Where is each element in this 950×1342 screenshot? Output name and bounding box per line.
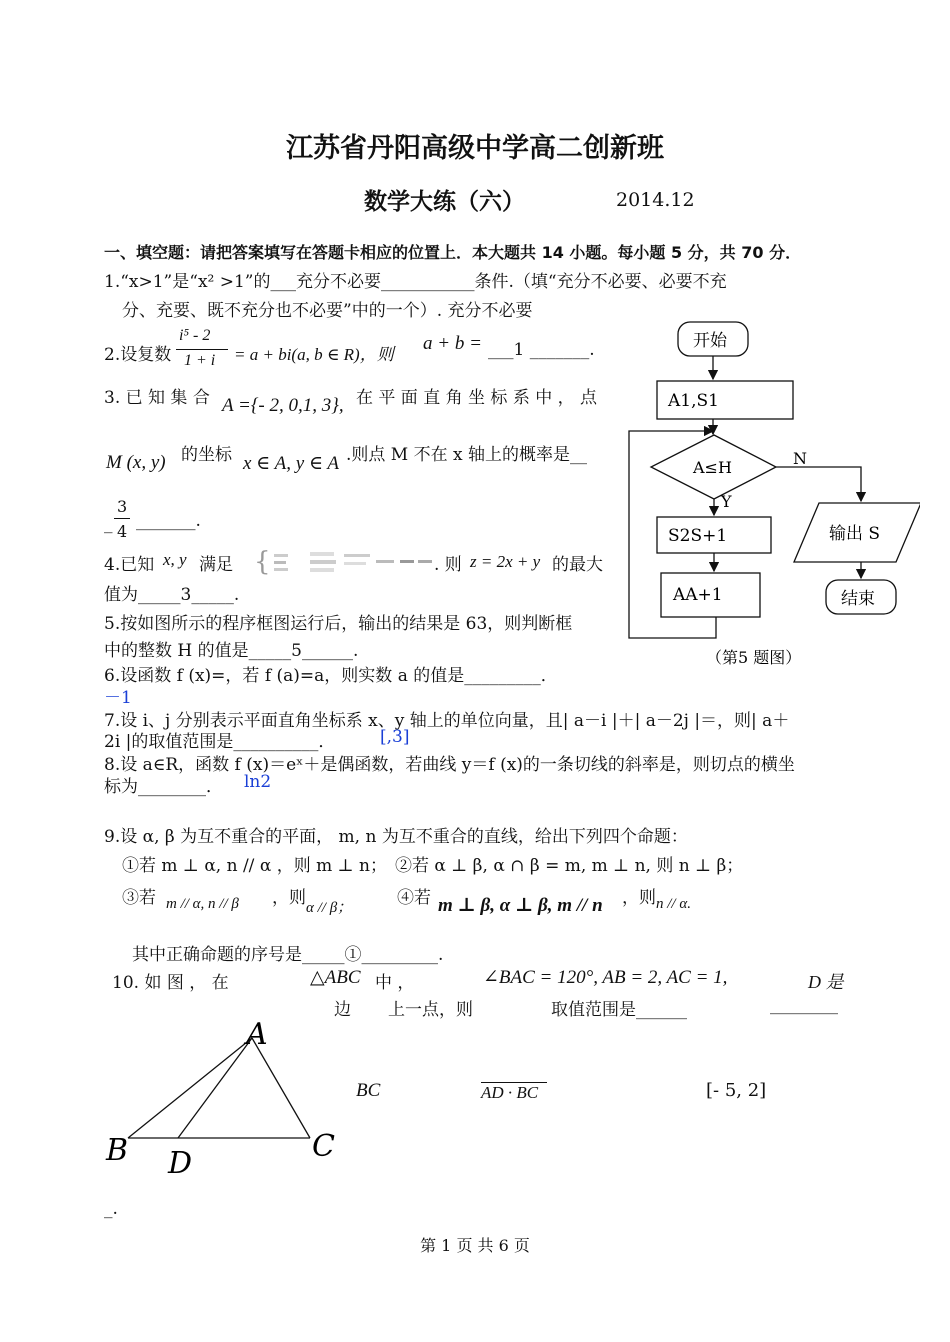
- q9-line1: 9.设 α, β 为互不重合的平面， m, n 为互不重合的直线，给出下列四个命题：: [104, 827, 688, 847]
- q9-prop3-hypothesis: m // α, n // β: [166, 896, 239, 912]
- q2-expr: = a + bi(a, b ∈ R)，则: [234, 345, 394, 364]
- flow-caption: （第5 题图）: [706, 648, 802, 667]
- q5-line2: 中的整数 H 的值是_____5______.: [104, 641, 359, 661]
- q4-line1c: . 则: [434, 555, 462, 575]
- q10-line1a: 10. 如 图 ， 在: [112, 973, 229, 993]
- q5-line1: 5.按如图所示的程序框图运行后，输出的结果是 63，则判断框: [104, 614, 573, 634]
- q2-answer: ___1 _______.: [488, 340, 595, 360]
- side-ac: [252, 1038, 310, 1138]
- flow-output-label: 输出 S: [829, 524, 881, 544]
- flow-step1-label: S2S+1: [668, 526, 728, 546]
- q2-numerator: i⁵ - 2: [179, 327, 211, 344]
- flowchart: [620, 315, 920, 675]
- q1-line2: 分、充要、既不充分也不必要”中的一个）. 充分不必要: [122, 301, 533, 321]
- q9-prop4-hypothesis: m ⊥ β, α ⊥ β, m // n: [438, 895, 603, 916]
- q10-condition: ∠BAC = 120°, AB = 2, AC = 1,: [483, 967, 728, 988]
- page-number: 第 1 页 共 6 页: [420, 1236, 530, 1255]
- q3-point: M (x, y): [106, 452, 166, 473]
- q9-prop4-conclusion: n // α.: [656, 896, 691, 912]
- q10-line1c: D 是: [808, 972, 844, 992]
- vertex-label-b: B: [106, 1133, 129, 1168]
- flow-init-label: A1,S1: [668, 391, 719, 411]
- flow-yes-label: Y: [721, 492, 732, 511]
- flow-no-arrow: [776, 467, 861, 501]
- q3-coord-label: 的坐标: [181, 445, 232, 465]
- vertex-label-a: A: [246, 1017, 268, 1052]
- q9-prop3-conclusion: α // β；: [306, 900, 353, 916]
- date: 2014.12: [616, 189, 695, 211]
- q4-vars: x, y: [163, 550, 187, 569]
- q10-vector-product: AD · BC: [481, 1083, 539, 1102]
- q3-ans-suffix: _______.: [136, 511, 201, 531]
- point-label-d: D: [168, 1146, 193, 1181]
- q9-prop3-then: ，则: [272, 888, 306, 908]
- q3-set: A ={- 2, 0,1, 3},: [222, 395, 344, 416]
- q6-answer: －1: [104, 688, 132, 708]
- q3-fraction-bar: [114, 518, 130, 519]
- q2-fraction-bar: [176, 349, 228, 350]
- q8-answer: ln2: [244, 772, 272, 792]
- q9-prop1: ①若 m ⊥ α, n // α ，则 m ⊥ n；: [122, 856, 387, 876]
- flow-start-label: 开始: [693, 331, 727, 351]
- q8-line2: 标为________．: [104, 777, 223, 797]
- q3-line1b: 在 平 面 直 角 坐 标 系 中 ， 点: [356, 388, 598, 408]
- q10-triangle: △ABC: [310, 967, 361, 988]
- q4-line2: 值为_____3_____.: [104, 585, 240, 605]
- flow-end-label: 结束: [841, 589, 875, 609]
- q3-cond: x ∈ A, y ∈ A: [243, 453, 340, 474]
- q6-line1: 6.设函数 f (x)=，若 f (a)=a，则实数 a 的值是_________．: [104, 666, 558, 686]
- flow-condition-label: A≤H: [693, 458, 732, 477]
- q3-ans-numerator: 3: [117, 497, 128, 516]
- q10-bc: BC: [356, 1080, 381, 1101]
- q2-prefix: 2.设复数: [104, 345, 172, 365]
- q2-ask: a + b =: [423, 333, 482, 354]
- side-ab: [128, 1038, 252, 1138]
- flow-step2-label: AA+1: [673, 585, 723, 605]
- q4-line1d: 的最大: [552, 555, 603, 575]
- page-title: 江苏省丹阳高级中学高二创新班: [286, 133, 664, 164]
- q4-line1a: 4.已知: [104, 555, 155, 575]
- q7-line2: 2i |的取值范围是__________．: [104, 732, 336, 752]
- q10-line1b: 中 ，: [375, 973, 415, 993]
- q9-prop4-then: ，则: [622, 888, 656, 908]
- q4-objective: z = 2x + y: [470, 552, 541, 571]
- q9-prop2: ②若 α ⊥ β, α ∩ β = m, m ⊥ n, 则 n ⊥ β；: [395, 856, 744, 876]
- q7-line1: 7.设 i、j 分别表示平面直角坐标系 x、y 轴上的单位向量，且| a－i |＋| a－2j |＝，则| a＋: [104, 711, 790, 731]
- vertex-label-c: C: [312, 1129, 335, 1164]
- section-heading: 一、填空题：请把答案填写在答题卡相应的位置上．本大题共 14 小题。每小题 5 分，共 70 分．: [104, 243, 802, 262]
- page-subtitle: 数学大练（六）: [364, 189, 525, 215]
- q9-prop3-prefix: ③若: [122, 888, 156, 908]
- q10-line2c: 取值范围是______: [551, 1000, 687, 1020]
- q9-answer: 其中正确命题的序号是_____①_________.: [132, 945, 444, 965]
- q3-ans-prefix: _: [104, 514, 113, 534]
- q1-line1: 1.“x>1”是“x² >1”的___充分不必要___________条件.（填“充分不必要、必要不充: [104, 272, 727, 292]
- q3-line1a: 3. 已 知 集 合: [104, 388, 210, 408]
- q4-constraint-system-image: [252, 548, 440, 576]
- q2-denominator: 1 + i: [184, 352, 216, 369]
- flow-no-label: N: [793, 449, 807, 468]
- q4-line1b: 满足: [199, 555, 233, 575]
- q10-line2a: 边: [334, 1000, 351, 1020]
- triangle-figure: [100, 1010, 340, 1185]
- q10-range: [- 5, 2]: [706, 1080, 767, 1101]
- q10-tail: _.: [104, 1199, 118, 1219]
- q3-ans-denominator: 4: [117, 522, 128, 541]
- q7-answer: [,3]: [380, 727, 410, 747]
- q8-line1: 8.设 a∈R，函数 f (x)＝eˣ＋是偶函数，若曲线 y＝f (x)的一条切线的斜率是，则切点的横坐: [104, 755, 795, 775]
- q10-line2d: ________: [770, 995, 838, 1015]
- q3-line2b: .则点 M 不在 x 轴上的概率是__: [346, 445, 588, 465]
- svg-text:{: {: [254, 548, 271, 576]
- q9-prop4-prefix: ④若: [397, 888, 431, 908]
- q10-line2b: 上一点，则: [388, 1000, 473, 1020]
